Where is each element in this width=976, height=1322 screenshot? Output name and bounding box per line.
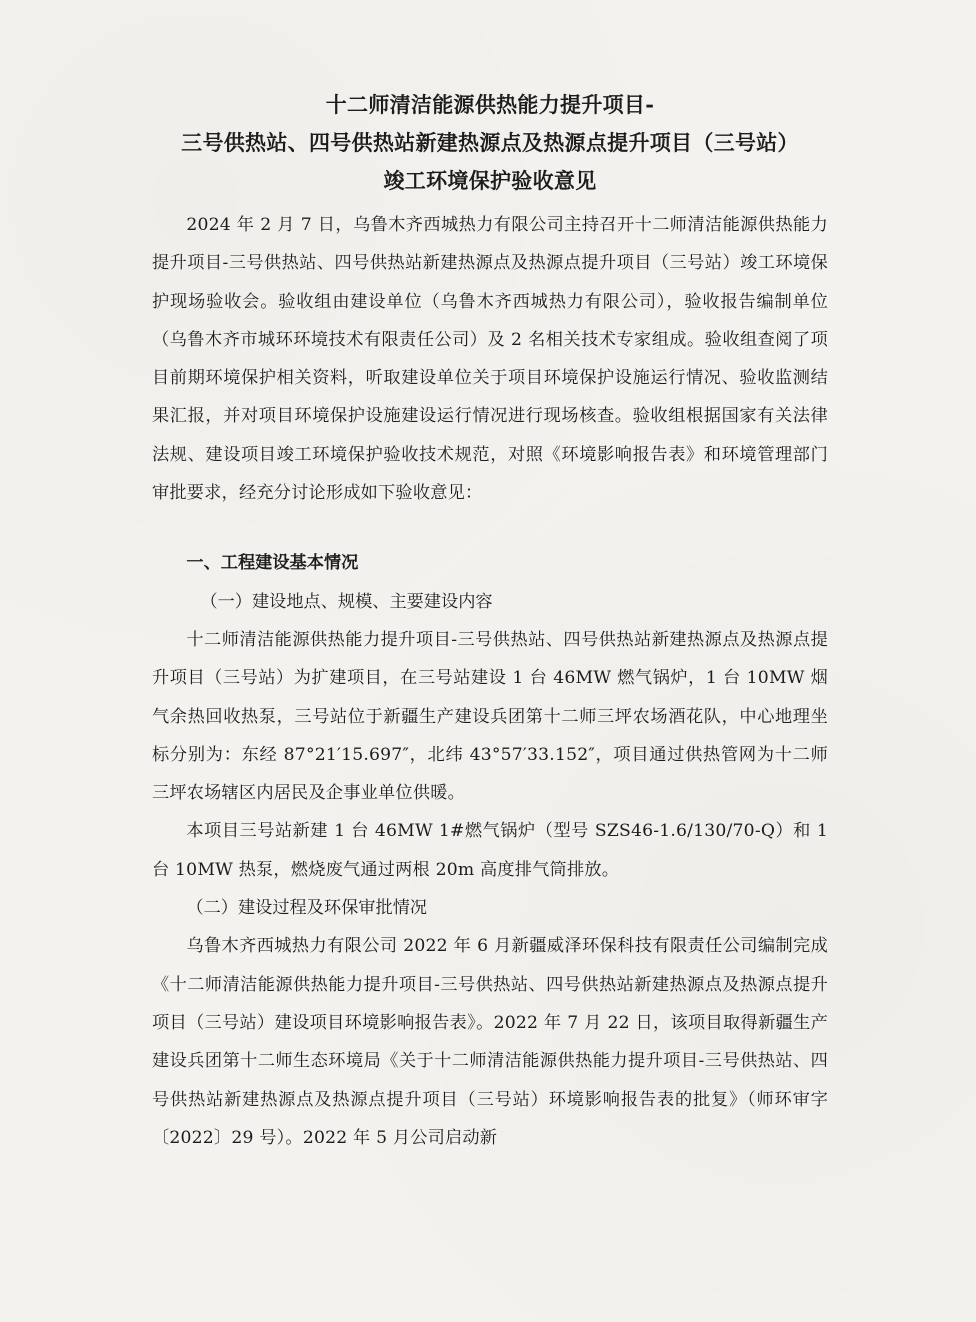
title-line-3: 竣工环境保护验收意见	[383, 168, 597, 193]
subsection-1-paragraph-1: 十二师清洁能源供热能力提升项目-三号供热站、四号供热站新建热源点及热源点提升项目（三号站）为扩建项目，在三号站建设 1 台 46MW 燃气锅炉，1 台 10MW 烟气余热回收热泵，三号站位于新疆生产建设兵团第十二师三坪农场酒花队，中心地理坐标分别为：东经 87°21′15.697″，北纬 43°57′33.152″，项目通过供热管网为十二师三坪农场辖区内居民及企事业单位供暖。	[152, 629, 828, 804]
document-content	[152, 86, 828, 1157]
subsection-1-heading: （一）建设地点、规模、主要建设内容	[200, 591, 493, 612]
subsection-1-paragraph-2: 本项目三号站新建 1 台 46MW 1#燃气锅炉（型号 SZS46-1.6/130/70-Q）和 1 台 10MW 热泵，燃烧废气通过两根 20m 高度排气筒排放。	[152, 821, 828, 880]
subsection-2-paragraph-1: 乌鲁木齐西城热力有限公司 2022 年 6 月新疆威泽环保科技有限责任公司编制完成《十二师清洁能源供热能力提升项目-三号供热站、四号供热站新建热源点及热源点提升项目（三号站）建设项目环境影响报告表》。2022 年 7 月 22 日，该项目取得新疆生产建设兵团第十二师生态环境局《关于十二师清洁能源供热能力提升项目-三号供热站、四号供热站新建热源点及热源点提升项目（三号站）环境影响报告表的批复》（师环审字〔2022〕29 号）。2022 年 5 月公司启动新	[152, 936, 828, 1148]
title-line-2: 三号供热站、四号供热站新建热源点及热源点提升项目（三号站）	[181, 130, 799, 155]
section-1-heading: 一、工程建设基本情况	[186, 553, 359, 574]
intro-paragraph: 2024 年 2 月 7 日，乌鲁木齐西城热力有限公司主持召开十二师清洁能源供热能力提升项目-三号供热站、四号供热站新建热源点及热源点提升项目（三号站）竣工环境保护现场验收会。验收组由建设单位（乌鲁木齐西城热力有限公司），验收报告编制单位（乌鲁木齐市城环环境技术有限责任公司）及 2 名相关技术专家组成。验收组查阅了项目前期环境保护相关资料，听取建设单位关于项目环境保护设施运行情况、验收监测结果汇报，并对项目环境保护设施建设运行情况进行现场核查。验收组根据国家有关法律法规、建设项目竣工环境保护验收技术规范，对照《环境影响报告表》和环境管理部门审批要求，经充分讨论形成如下验收意见：	[152, 215, 828, 504]
document-title	[152, 86, 828, 200]
subsection-2-heading: （二）建设过程及环保审批情况	[186, 898, 428, 919]
title-line-1: 十二师清洁能源供热能力提升项目-	[325, 92, 655, 117]
